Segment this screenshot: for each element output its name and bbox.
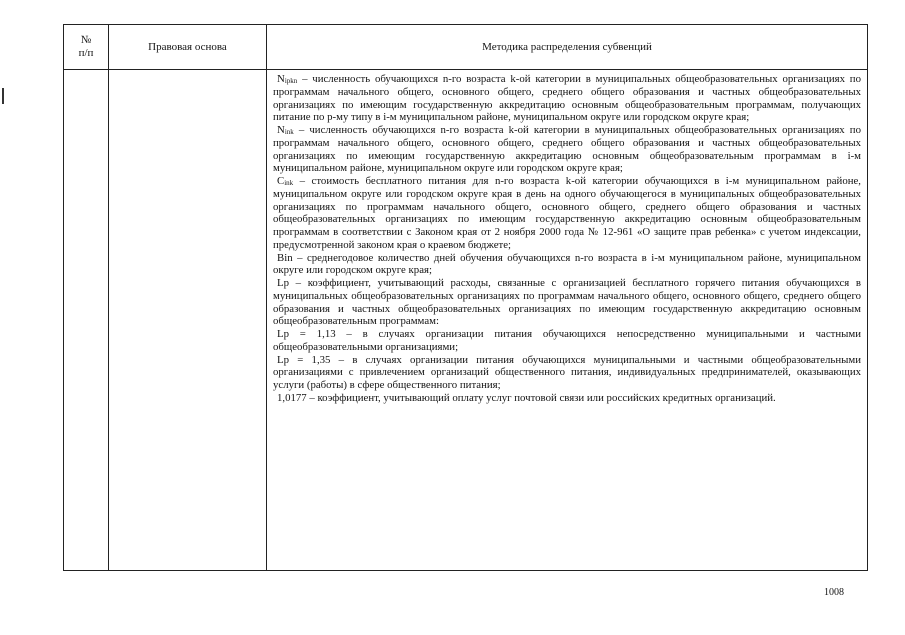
cell-row-number	[64, 70, 109, 571]
table-row	[64, 70, 868, 571]
scan-artifact-mark	[2, 88, 4, 104]
method-text	[267, 70, 867, 405]
variable-subscript: ipkn	[284, 77, 298, 85]
paragraph-text: Lp = 1,35 – в случаях организации питания обучающихся муниципальными и частными общеобразовательными организациями с привлечением организаций общественного питания, индивидуальных предпринимателей, оказывающих услуги (работы) в сфере общественного питания;	[273, 353, 861, 391]
paragraph-bin	[273, 252, 861, 278]
paragraph-text: – численность обучающихся n-го возраста k-ой категории в муниципальных общеобразовательных организациях по программам начального общего, основного общего, среднего общего образования и частных общеобразовательных организациях по имеющим государственную аккредитацию основным общеобразовательным программам в i-м муниципальном районе, муниципальном округе или городском округе края;	[273, 124, 861, 175]
variable-symbol: N	[277, 124, 285, 136]
paragraph-n-ink	[273, 124, 861, 175]
header-number-abbrev: п/п	[78, 47, 94, 59]
paragraph-coefficient-10177	[273, 392, 861, 405]
paragraph-lp-135	[273, 354, 861, 392]
paragraph-text: Lp – коэффициент, учитывающий расходы, связанные с организацией бесплатного горячего питания обучающихся в муниципальных общеобразовательных организациях по программам начального общего, основного общего, среднего общего образования и частных общеобразовательных организациях по имеющим государственную аккредитацию основным общеобразовательным программам:	[273, 277, 861, 328]
table-header-row	[64, 25, 868, 70]
page-number: 1008	[824, 587, 844, 598]
paragraph-lp-113	[273, 328, 861, 354]
header-row-number	[64, 25, 109, 70]
paragraph-text: – численность обучающихся n-го возраста k-ой категории в муниципальных общеобразовательных организациях по программам начального общего, основного общего, среднего общего образования и частных общеобразовательных организациях по имеющим государственную аккредитацию основным общеобразовательным программам, получающих питание по p-му типу в i-м муниципальном районе, муниципальном округе или городском округе края;	[273, 73, 861, 124]
variable-subscript: ink	[284, 128, 294, 136]
paragraph-n-ipkn	[273, 73, 861, 124]
header-distribution-method: Методика распределения субвенций	[267, 25, 868, 70]
methodology-table	[63, 24, 868, 571]
paragraph-text: Bin – среднегодовое количество дней обучения обучающихся n-го возраста в i-м муниципальном районе, муниципальном округе или городском округе края;	[273, 251, 861, 277]
paragraph-text: Lp = 1,13 – в случаях организации питания обучающихся непосредственно муниципальными и частными общеобразовательными организациями;	[273, 328, 861, 353]
header-legal-basis: Правовая основа	[109, 25, 267, 70]
paragraph-text: – стоимость бесплатного питания для n-го возраста k-ой категории обучающихся в i-м муниципальном районе, муниципальном округе или городском округе края в день на одного обучающегося в муниципальных общеобразовательных организациях по программам начального общего, основного общего, среднего общего образования и частных общеобразовательных организациях по имеющим государственную аккредитацию основным общеобразовательным программам в соответствии с Законом края от 2 ноября 2000 года № 12-961 «О защите прав ребенка» с учетом индексации, предусмотренной законом края о краевом бюджете;	[273, 175, 861, 251]
header-number-sign: №	[80, 34, 92, 46]
paragraph-lp	[273, 277, 861, 328]
variable-symbol: C	[277, 175, 285, 187]
cell-method	[267, 70, 868, 571]
paragraph-c-ink	[273, 175, 861, 252]
variable-symbol: N	[277, 73, 285, 85]
cell-legal-basis	[109, 70, 267, 571]
variable-subscript: ink	[284, 179, 294, 187]
paragraph-text: 1,0177 – коэффициент, учитывающий оплату услуг почтовой связи или российских кредитных организаций.	[277, 391, 776, 404]
